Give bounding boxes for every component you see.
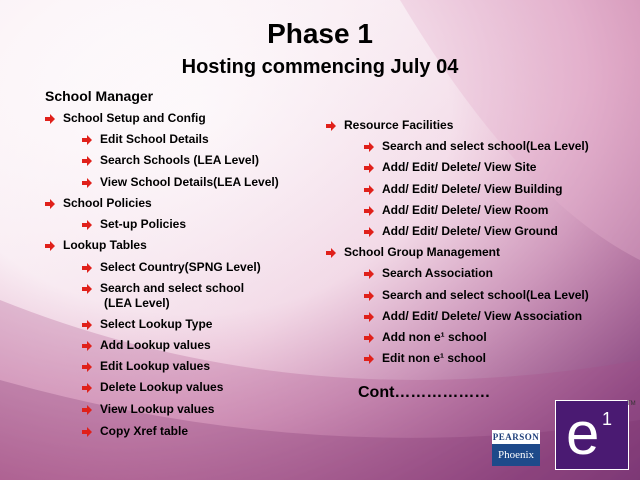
pearson-logo-top: PEARSON bbox=[492, 432, 540, 442]
red-arrow-bullet-icon bbox=[364, 185, 374, 195]
list-item bbox=[100, 359, 210, 374]
red-arrow-bullet-icon bbox=[82, 383, 92, 393]
red-arrow-bullet-icon bbox=[45, 199, 55, 209]
list-item-label-continued: (LEA Level) bbox=[104, 296, 170, 310]
slide-subtitle: Hosting commencing July 04 bbox=[181, 56, 459, 78]
red-arrow-bullet-icon bbox=[82, 156, 92, 166]
e1-logo-letter: e bbox=[566, 400, 600, 467]
list-item-label: Edit Lookup values bbox=[100, 359, 211, 373]
list-item bbox=[344, 245, 500, 260]
list-item bbox=[382, 203, 548, 218]
red-arrow-bullet-icon bbox=[364, 291, 374, 301]
list-item-label: View Lookup values bbox=[100, 402, 215, 416]
list-item bbox=[382, 351, 486, 366]
list-item-label: School Setup and Config bbox=[63, 111, 206, 125]
e1-logo bbox=[555, 400, 629, 470]
list-item-label: Set-up Policies bbox=[100, 217, 187, 231]
list-item bbox=[100, 153, 259, 168]
list-item bbox=[100, 132, 209, 147]
list-item-label: Delete Lookup values bbox=[100, 380, 224, 394]
red-arrow-bullet-icon bbox=[82, 263, 92, 273]
list-item-label: Select Country(SPNG Level) bbox=[100, 260, 261, 274]
list-item bbox=[100, 317, 212, 332]
red-arrow-bullet-icon bbox=[45, 114, 55, 124]
list-item bbox=[63, 238, 147, 253]
list-item bbox=[100, 380, 223, 395]
list-item bbox=[382, 266, 493, 281]
list-item bbox=[100, 424, 188, 439]
list-item bbox=[100, 217, 186, 232]
list-item bbox=[382, 182, 562, 197]
list-item bbox=[100, 402, 214, 417]
red-arrow-bullet-icon bbox=[364, 354, 374, 364]
list-item bbox=[382, 160, 536, 175]
red-arrow-bullet-icon bbox=[82, 320, 92, 330]
list-item-label: Add/ Edit/ Delete/ View Building bbox=[382, 182, 563, 196]
list-item-label: Resource Facilities bbox=[344, 118, 454, 132]
red-arrow-bullet-icon bbox=[364, 163, 374, 173]
list-item bbox=[382, 330, 487, 345]
list-item bbox=[100, 281, 244, 311]
list-item-label: Copy Xref table bbox=[100, 424, 189, 438]
list-item bbox=[382, 139, 589, 154]
list-item bbox=[100, 175, 279, 190]
list-item-label: Edit non e¹ school bbox=[382, 351, 486, 365]
pearson-logo-bottom: Phoenix bbox=[492, 444, 540, 466]
list-item bbox=[100, 260, 261, 275]
list-item-label: Search Schools (LEA Level) bbox=[100, 153, 259, 167]
slide-title: Phase 1 bbox=[267, 18, 373, 49]
list-item-label: Select Lookup Type bbox=[100, 317, 213, 331]
red-arrow-bullet-icon bbox=[82, 362, 92, 372]
list-item bbox=[382, 288, 589, 303]
red-arrow-bullet-icon bbox=[82, 341, 92, 351]
list-item-label: Add/ Edit/ Delete/ View Ground bbox=[382, 224, 558, 238]
list-item bbox=[382, 224, 558, 239]
red-arrow-bullet-icon bbox=[82, 220, 92, 230]
red-arrow-bullet-icon bbox=[364, 206, 374, 216]
list-item bbox=[344, 118, 453, 133]
list-item-label: Add/ Edit/ Delete/ View Room bbox=[382, 203, 549, 217]
list-item-label: Lookup Tables bbox=[63, 238, 147, 252]
list-item-label: School Group Management bbox=[344, 245, 501, 259]
red-arrow-bullet-icon bbox=[82, 405, 92, 415]
list-item-label: Search and select school(Lea Level) bbox=[382, 139, 589, 153]
list-item-label: View School Details(LEA Level) bbox=[100, 175, 279, 189]
trademark-mark: TM bbox=[627, 401, 636, 407]
continued-text: Cont……………… bbox=[358, 384, 491, 401]
pearson-phoenix-logo bbox=[492, 430, 540, 466]
list-item-label: Add Lookup values bbox=[100, 338, 211, 352]
red-arrow-bullet-icon bbox=[364, 269, 374, 279]
list-item-label: School Policies bbox=[63, 196, 152, 210]
red-arrow-bullet-icon bbox=[82, 284, 92, 294]
red-arrow-bullet-icon bbox=[82, 135, 92, 145]
red-arrow-bullet-icon bbox=[364, 142, 374, 152]
red-arrow-bullet-icon bbox=[326, 248, 336, 258]
red-arrow-bullet-icon bbox=[326, 121, 336, 131]
list-item-label: Search and select school bbox=[100, 281, 245, 295]
list-item bbox=[63, 111, 206, 126]
list-item-label: Add non e¹ school bbox=[382, 330, 487, 344]
list-item-label: Add/ Edit/ Delete/ View Site bbox=[382, 160, 537, 174]
section-heading: School Manager bbox=[45, 88, 154, 104]
red-arrow-bullet-icon bbox=[364, 227, 374, 237]
list-item bbox=[382, 309, 582, 324]
red-arrow-bullet-icon bbox=[45, 241, 55, 251]
list-item-label: Search and select school(Lea Level) bbox=[382, 288, 589, 302]
red-arrow-bullet-icon bbox=[364, 312, 374, 322]
list-item-label: Search Association bbox=[382, 266, 493, 280]
list-item-label: Edit School Details bbox=[100, 132, 209, 146]
list-item bbox=[63, 196, 152, 211]
red-arrow-bullet-icon bbox=[364, 333, 374, 343]
e1-logo-superscript: 1 bbox=[602, 409, 613, 429]
list-item-label: Add/ Edit/ Delete/ View Association bbox=[382, 309, 583, 323]
list-item bbox=[100, 338, 211, 353]
red-arrow-bullet-icon bbox=[82, 427, 92, 437]
red-arrow-bullet-icon bbox=[82, 178, 92, 188]
